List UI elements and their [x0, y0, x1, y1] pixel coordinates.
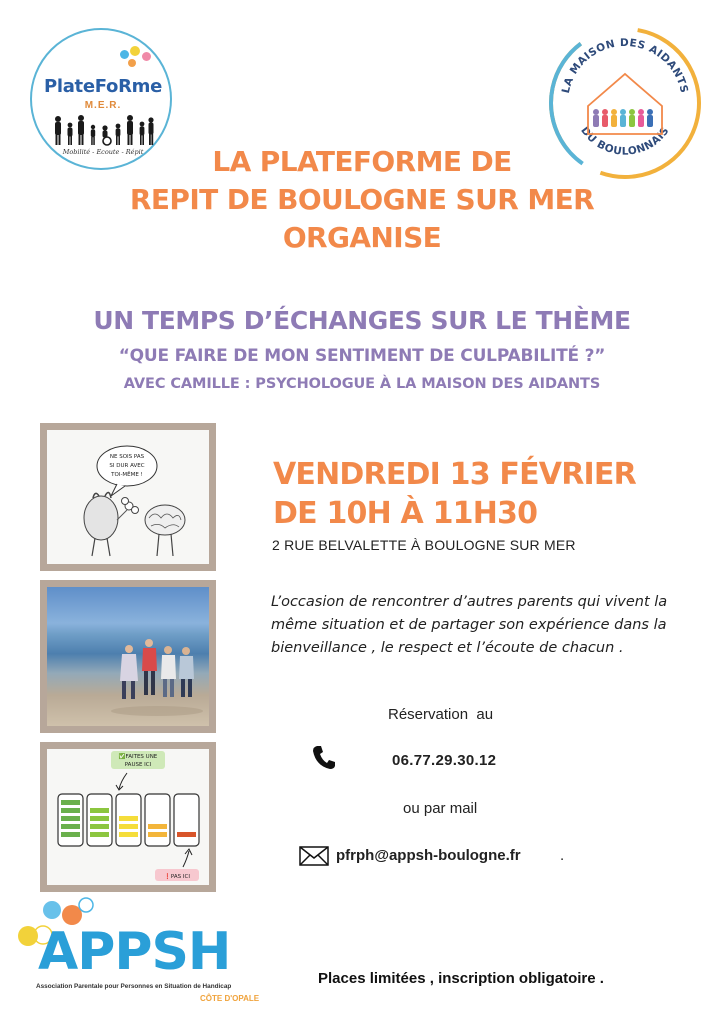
battery-bars-icon — [58, 794, 199, 846]
battery-illustration-frame — [40, 742, 216, 892]
theme-speaker: AVEC CAMILLE : PSYCHOLOGUE À LA MAISON DES AIDANTS — [123, 376, 601, 392]
appsh-logo — [14, 896, 264, 1014]
email-suffix: . — [560, 847, 565, 864]
theme-question: “QUE FAIRE DE MON SENTIMENT DE CULPABILITÉ ?” — [118, 346, 606, 366]
battery-top-line-2: PAUSE ICI — [124, 762, 152, 768]
title-line-1: LA PLATEFORME DE — [212, 145, 512, 178]
appsh-fullname: Association Parentale pour Personnes en Situation de Handicap — [36, 983, 232, 990]
beach-photo — [47, 587, 209, 726]
email-address[interactable]: pfrph@appsh-boulogne.fr — [336, 847, 521, 864]
phone-icon — [312, 744, 336, 770]
battery-illustration — [47, 749, 209, 885]
cartoon-image — [47, 430, 209, 564]
title-line-3: ORGANISE — [282, 221, 442, 254]
bubble-line-1: NE SOIS PAS — [109, 454, 145, 460]
envelope-icon — [299, 846, 329, 866]
plateforme-sub: M.E.R. — [84, 100, 122, 111]
people-icon — [593, 109, 653, 127]
battery-top-line-1: ✅FAITES UNE — [118, 754, 158, 760]
event-description: L’occasion de rencontrer d’autres parents qui vivent la même situation et de partager son expérience dans la bienveillance , le respect et l’écoute de chacun . — [271, 594, 668, 656]
beach-photo-frame — [40, 580, 216, 733]
event-date: VENDREDI 13 FÉVRIER — [273, 457, 636, 492]
cartoon-image-frame — [40, 423, 216, 571]
walkers-icon — [120, 639, 194, 699]
bubble-line-2: SI DUR AVEC — [109, 463, 145, 469]
reservation-label: Réservation au — [388, 706, 494, 723]
title-line-2: REPIT DE BOULOGNE SUR MER — [129, 183, 595, 216]
maison-arc-bottom: DU BOULONNAIS — [578, 124, 672, 158]
plateforme-motto: Mobilité - Ecoute - Répit — [62, 148, 144, 156]
phone-number[interactable]: 06.77.29.30.12 — [392, 752, 497, 769]
maison-arc-top: LA MAISON DES AIDANTS — [559, 36, 691, 95]
event-address: 2 RUE BELVALETTE À BOULOGNE SUR MER — [272, 537, 576, 553]
event-time: DE 10H À 11H30 — [273, 496, 538, 531]
appsh-name: APPSH — [38, 922, 231, 982]
bubble-line-3: TOI-MÊME ! — [111, 472, 143, 478]
appsh-region: CÔTE D'OPALE — [200, 994, 260, 1003]
battery-bottom-label: ❗PAS ICI — [164, 874, 190, 880]
theme-heading: UN TEMPS D’ÉCHANGES SUR LE THÈME — [93, 306, 631, 335]
family-silhouette-icon — [50, 114, 156, 146]
main-title — [0, 143, 724, 257]
mail-label: ou par mail — [403, 800, 478, 817]
footer-note: Places limitées , inscription obligatoire . — [318, 970, 604, 987]
plateforme-name: PlateFoRme — [43, 76, 163, 97]
